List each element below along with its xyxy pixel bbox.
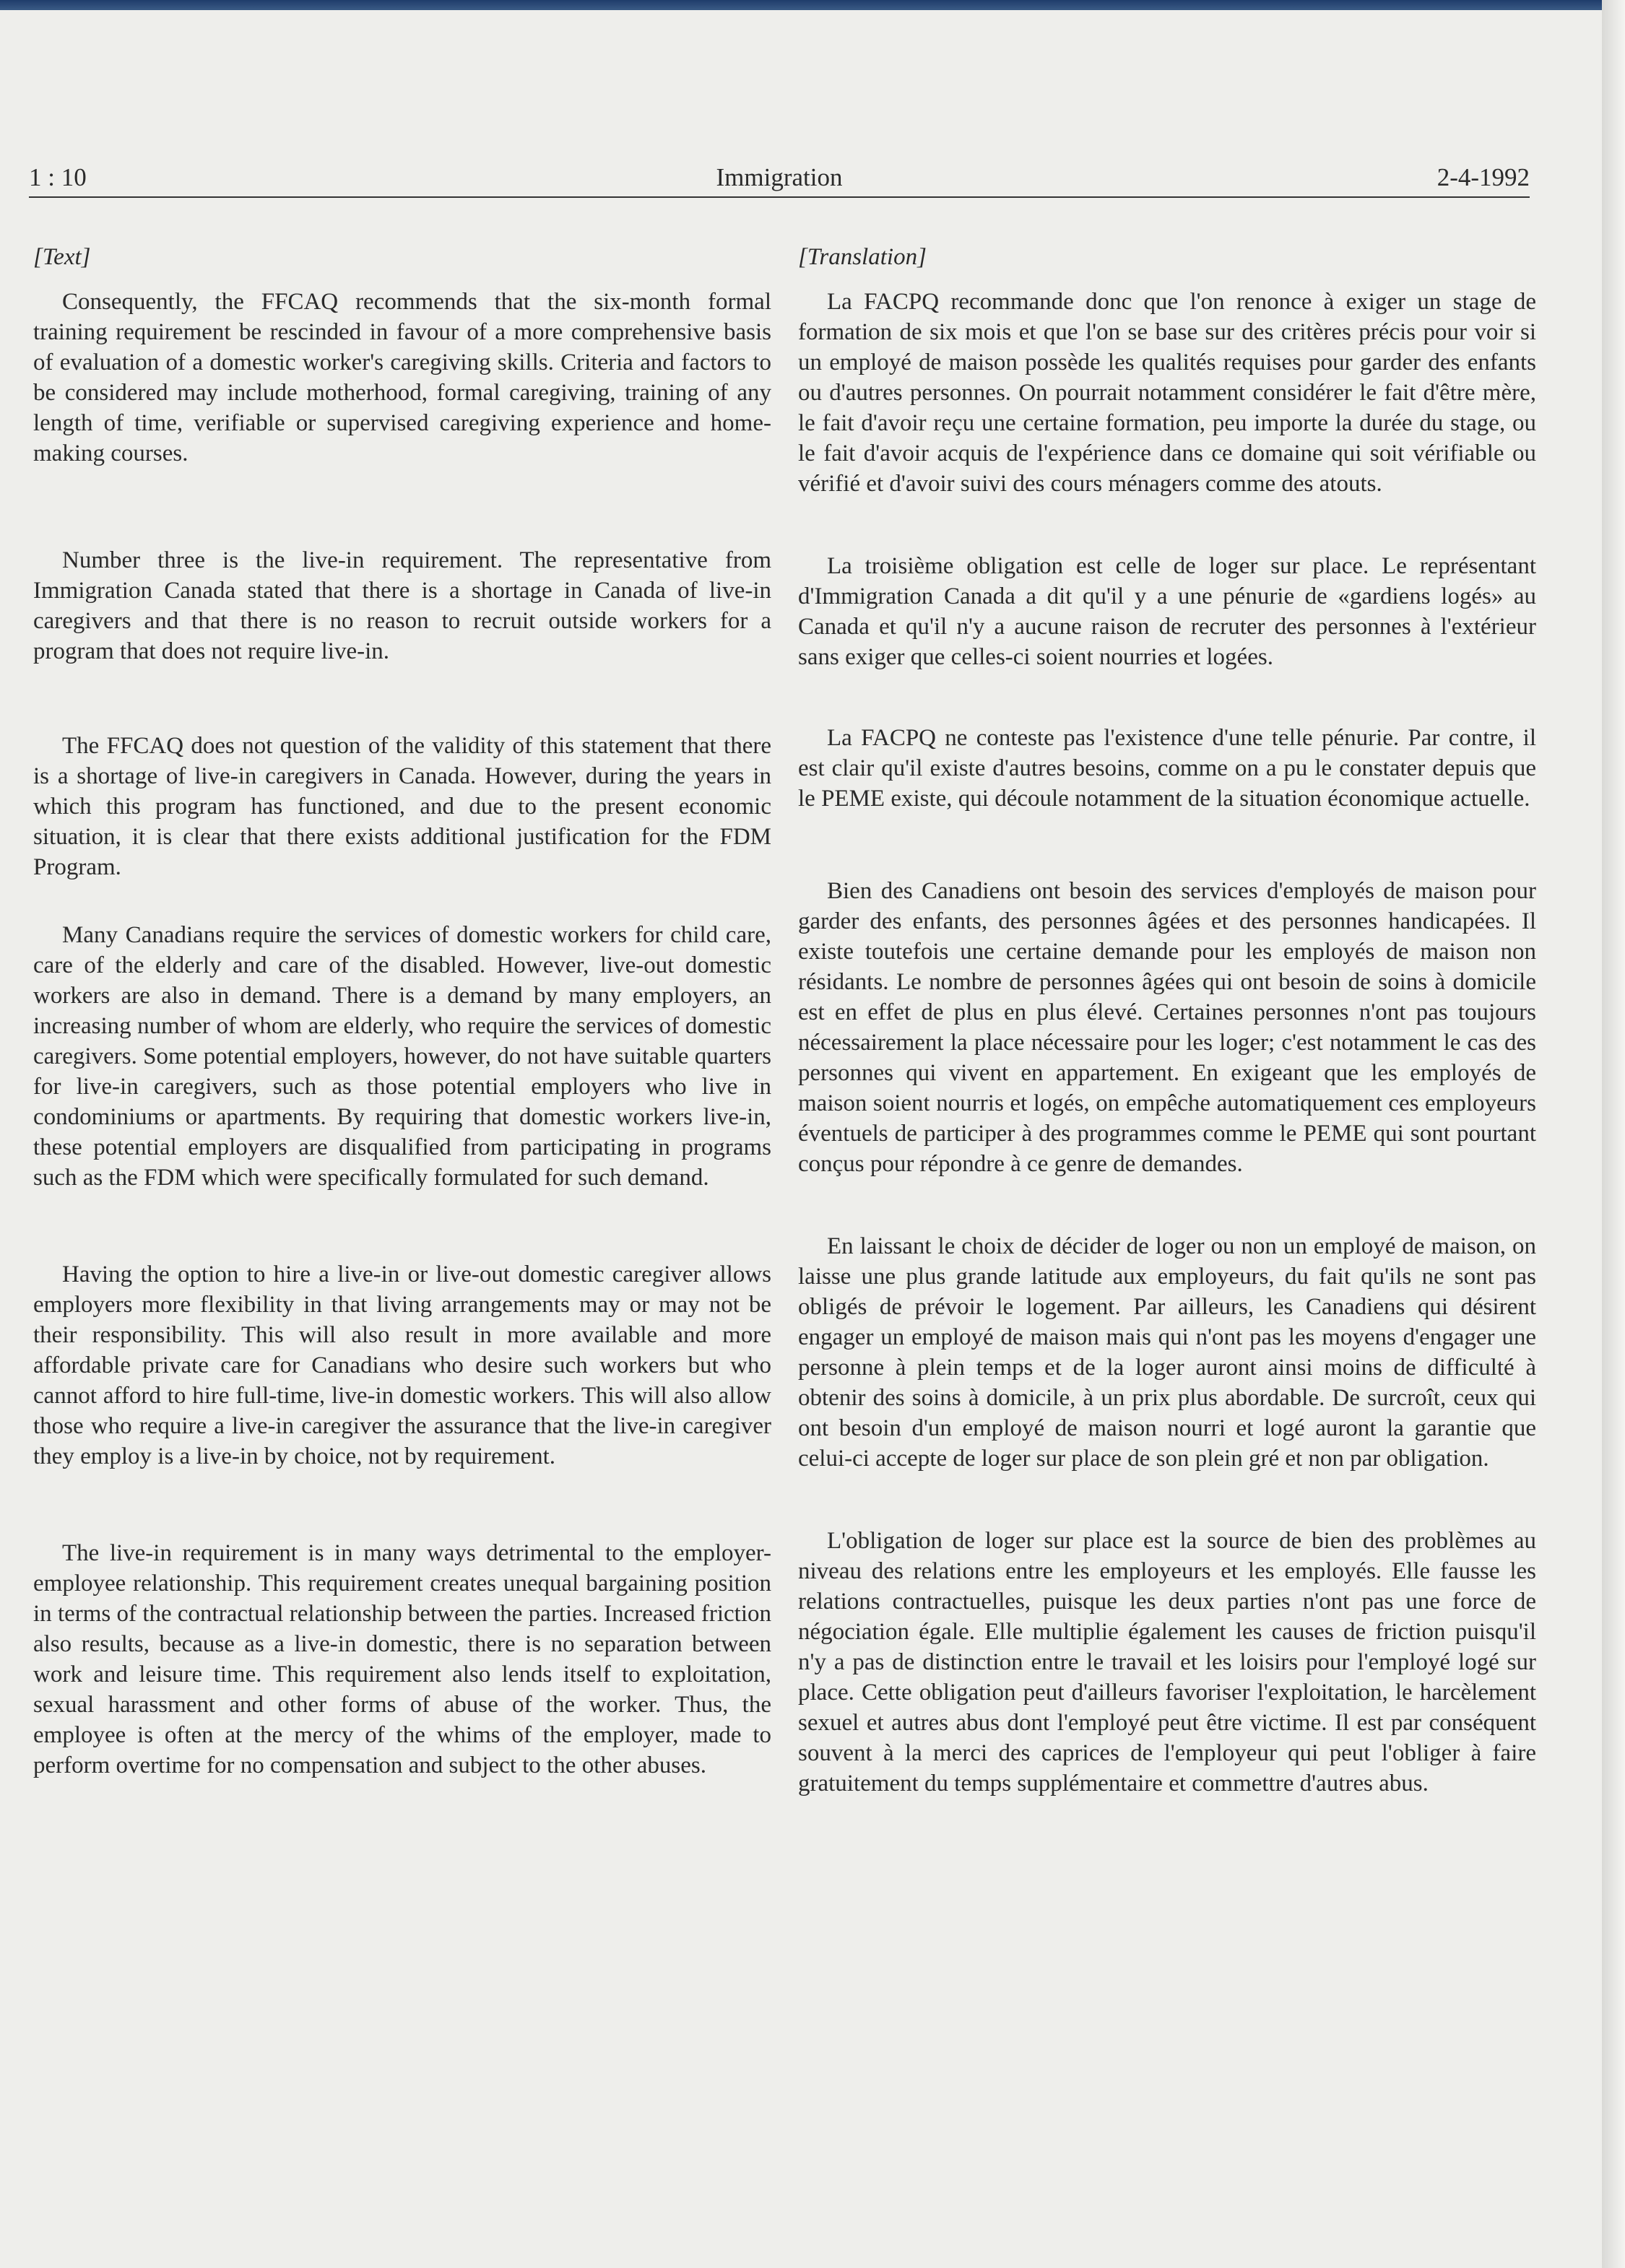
paragraph: The FFCAQ does not question of the validity of this statement that there is a shortage of live-in caregivers in Canada. However, during the years in which this program has functioned, and due to the present economic situation, it is clear that there exists additional justification for the FDM Program. bbox=[33, 733, 771, 880]
english-column bbox=[33, 242, 771, 1781]
paragraph: La FACPQ recommande donc que l'on renonce à exiger un stage de formation de six mois et que l'on se base sur des critères précis pour voir si un employé de maison possède les qualités requises pour garder des enfants ou d'autres personnes. On pourrait notamment considérer le fait d'être mère, le fait d'avoir reçu une certaine formation, peu importe la durée du stage, ou le fait d'avoir acquis de l'expérience dans ce domaine qui soit vérifiable ou vérifié et d'avoir suivi des cours ménagers comme des atouts. bbox=[798, 289, 1536, 497]
paragraph: Number three is the live-in requirement. The representative from Immigration Canada stated that there is a shortage in Canada of live-in caregivers and that there is no reason to recruit outside workers for a program that does not require live-in. bbox=[33, 547, 771, 664]
paragraph: Consequently, the FFCAQ recommends that the six-month formal training requirement be rescinded in favour of a more comprehensive basis of evaluation of a domestic worker's caregiving skills. Criteria and factors to be considered may include motherhood, formal caregiving, training of any length of time, verifiable or supervised caregiving experience and home-making courses. bbox=[33, 289, 771, 466]
header-page-number: 1 : 10 bbox=[29, 163, 87, 191]
page-header bbox=[29, 160, 1530, 198]
french-column bbox=[798, 242, 1536, 1799]
paragraph: La FACPQ ne conteste pas l'existence d'une telle pénurie. Par contre, il est clair qu'il existe d'autres besoins, comme on a pu le constater depuis que le PEME existe, qui découle notamment de la situation économique actuelle. bbox=[798, 725, 1536, 812]
top-edge-band bbox=[0, 0, 1625, 10]
page-right-edge bbox=[1602, 0, 1625, 2268]
paragraph: La troisième obligation est celle de loger sur place. Le représentant d'Immigration Canada a dit qu'il y a une pénurie de «gardiens logés» au Canada et qu'il n'y a aucune raison de recruter des personnes à l'extérieur sans exiger que celles-ci soient nourries et logées. bbox=[798, 553, 1536, 670]
paragraph: L'obligation de loger sur place est la source de bien des problèmes au niveau des relations entre les employeurs et les employés. Elle fausse les relations contractuelles, puisque les deux parties n'ont pas une force de négociation égale. Elle multiplie également les causes de friction puisqu'il n'y a pas de distinction entre le travail et les loisirs pour l'employé logé sur place. Cette obligation peut d'ailleurs favoriser l'exploitation, le harcèlement sexuel et autres abus dont l'employé peut être victime. Il est par conséquent souvent à la merci des caprices de l'employeur qui peut l'obliger à faire gratuitement du temps supplémentaire et commettre d'autres abus. bbox=[798, 1528, 1536, 1796]
paragraph: Having the option to hire a live-in or live-out domestic caregiver allows employers more flexibility in that living arrangements may or may not be their responsibility. This will also result in more available and more affordable private care for Canadians who desire such workers but who cannot afford to hire full-time, live-in domestic workers. This will also allow those who require a live-in caregiver the assurance that the live-in caregiver they employ is a live-in by choice, not by requirement. bbox=[33, 1261, 771, 1469]
paragraph: En laissant le choix de décider de loger ou non un employé de maison, on laisse une plus grande latitude aux employeurs, du fait qu'ils ne sont pas obligés de prévoir le logement. Par ailleurs, les Canadiens qui désirent engager un employé de maison mais qui n'ont pas les moyens d'engager une personne à plein temps et de la loger auront ainsi moins de difficulté à obtenir des soins à domicile, à un prix plus abordable. De surcroît, ceux qui ont besoin d'un employé de maison nourri et logé auront la garantie que celui-ci accepte de loger sur place de son plein gré et non par obligation. bbox=[798, 1233, 1536, 1472]
paragraph: Many Canadians require the services of domestic workers for child care, care of the elderly and care of the disabled. However, live-out domestic workers are also in demand. There is a demand by many employers, an increasing number of whom are elderly, who require the services of domestic caregivers. Some potential employers, however, do not have suitable quarters for live-in caregivers, such as those potential employers who live in condominiums or apartments. By requiring that domestic workers live-in, these potential employers are disqualified from participating in programs such as the FDM which were specifically formulated for such demand. bbox=[33, 922, 771, 1191]
paragraph: The live-in requirement is in many ways detrimental to the employer-employee relationship. This requirement creates unequal bargaining position in terms of the contractual relationship between the parties. Increased friction also results, because as a live-in domestic, there is no separation between work and leisure time. This requirement also lends itself to exploitation, sexual harassment and other forms of abuse of the worker. Thus, the employee is often at the mercy of the whims of the employer, made to perform overtime for no compensation and subject to the other abuses. bbox=[33, 1540, 771, 1778]
header-title: Immigration bbox=[716, 163, 843, 191]
paragraph: Bien des Canadiens ont besoin des services d'employés de maison pour garder des enfants, des personnes âgées et des personnes handicapées. Il existe toutefois une certaine demande pour les employés de maison non résidants. Le nombre de personnes âgées qui ont besoin de soins à domicile est en effet de plus en plus élevé. Certaines personnes n'ont pas toujours nécessairement la place nécessaire pour les loger; c'est notamment le cas des personnes qui vivent en appartement. En exigeant que les employés de maison soient nourris et logés, on empêche automatiquement ces employeurs éventuels de participer à des programmes comme le PEME qui sont pourtant conçus pour répondre à ce genre de demandes. bbox=[798, 878, 1536, 1177]
header-date: 2-4-1992 bbox=[1436, 163, 1530, 191]
column-language-label: [Translation] bbox=[798, 244, 927, 270]
column-language-label: [Text] bbox=[33, 244, 91, 270]
